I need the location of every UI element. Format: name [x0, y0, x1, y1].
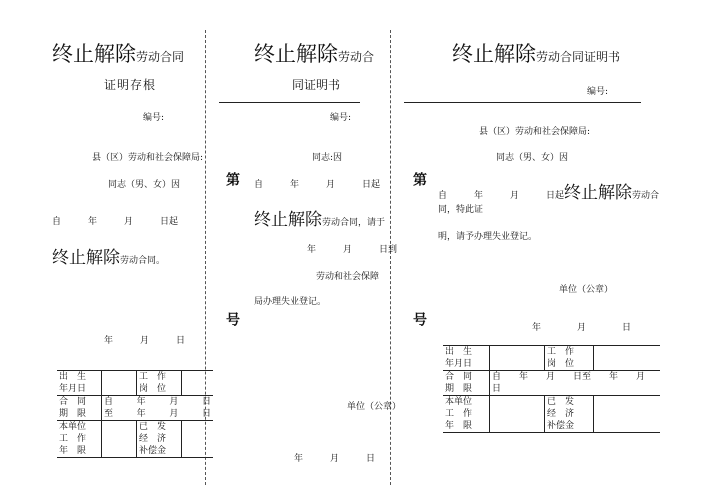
stub-contract-small: 劳动合同。 [120, 256, 166, 266]
middle-title-small: 劳动合 [338, 50, 375, 64]
table-cell [594, 396, 661, 433]
stub-date-line: 自 年 月 日起 [52, 217, 179, 227]
table-cell: 已 发 经 济 补偿金 [545, 396, 594, 433]
stub-title-big: 终止解除 [52, 42, 136, 66]
table-cell: 自 年 月 日至 年 月 日 [490, 371, 661, 396]
stub-contract [52, 243, 165, 268]
right-title-rule [404, 102, 641, 103]
right-unit-seal: 单位（公章） [559, 285, 614, 295]
table-cell: 出 生 年月日 [57, 371, 102, 396]
right-contract-suffix: 劳动合 [632, 191, 660, 201]
right-side-hao: 号 [411, 312, 427, 326]
stub-info-table [57, 370, 213, 458]
table-cell [102, 371, 137, 396]
table-cell: 合 同 期 限 [57, 396, 102, 421]
table-cell [102, 421, 137, 458]
middle-unit-seal: 单位（公章） [347, 402, 402, 412]
middle-title [254, 38, 374, 68]
table-cell [182, 371, 214, 396]
middle-office: 劳动和社会保障 [316, 272, 380, 282]
table-cell: 本单位 工 作 年 限 [443, 396, 490, 433]
middle-register: 局办理失业登记。 [254, 297, 327, 307]
middle-title-big: 终止解除 [254, 42, 338, 66]
middle-sign-date: 年 月 日 [294, 454, 376, 464]
right-date-prefix: 自 年 月 日起 [438, 191, 565, 201]
middle-title-rule [219, 102, 360, 103]
right-number-label: 编号: [587, 87, 609, 97]
middle-contract-suffix: 劳动合同，请于 [322, 218, 386, 228]
table-cell [490, 346, 545, 371]
table-cell: 本单位 工 作 年 限 [57, 421, 102, 458]
middle-date-line: 自 年 月 日起 [254, 180, 381, 190]
table-cell [594, 346, 661, 371]
middle-contract-big: 终止解除 [254, 210, 322, 230]
table-row [443, 371, 660, 396]
middle-date-line2: 年 月 日到 [307, 245, 398, 255]
stub-person-line: 同志（男、女）因 [108, 180, 181, 190]
middle-person-line: 同志:因 [312, 153, 343, 163]
stub-sign-date: 年 月 日 [104, 336, 186, 346]
stub-title [52, 38, 184, 68]
table-cell: 自 年 月 日 至 年 月 日 [102, 396, 214, 421]
right-title-big: 终止解除 [452, 42, 536, 66]
middle-title-line2: 同证明书 [292, 78, 341, 92]
table-cell [490, 396, 545, 433]
table-cell: 工 作 岗 位 [137, 371, 182, 396]
stub-title-small: 劳动合同 [136, 50, 185, 64]
table-cell: 合 同 期 限 [443, 371, 490, 396]
right-person-line: 同志（男、女）因 [496, 153, 569, 163]
right-side-di: 第 [411, 172, 427, 186]
right-date-line [438, 178, 659, 203]
cut-line-right [390, 30, 391, 485]
middle-side-hao: 号 [224, 312, 240, 326]
table-row [443, 346, 660, 371]
right-sign-date: 年 月 日 [532, 323, 632, 333]
right-date-big: 终止解除 [564, 183, 633, 203]
right-title [452, 38, 620, 68]
table-row [57, 421, 213, 458]
table-cell: 已 发 经 济 补偿金 [137, 421, 182, 458]
middle-contract [254, 205, 385, 230]
table-row [57, 371, 213, 396]
right-title-small: 劳动合同证明书 [536, 50, 621, 64]
middle-side-di: 第 [224, 172, 240, 186]
middle-number-label: 编号: [330, 113, 352, 123]
right-line3: 明，请予办理失业登记。 [438, 232, 538, 242]
table-cell [182, 421, 214, 458]
stub-subtitle: 证明存根 [104, 78, 157, 92]
stub-office-line: 县（区）劳动和社会保障局: [92, 153, 204, 163]
stub-contract-big: 终止解除 [52, 248, 120, 268]
right-office-line: 县（区）劳动和社会保障局: [479, 127, 591, 137]
right-line2: 同，特此证 [438, 205, 484, 215]
table-row [443, 396, 660, 433]
stub-number-label: 编号: [143, 113, 165, 123]
table-row [57, 396, 213, 421]
right-info-table [443, 345, 664, 433]
table-cell: 工 作 岗 位 [545, 346, 594, 371]
table-cell: 出 生 年月日 [443, 346, 490, 371]
